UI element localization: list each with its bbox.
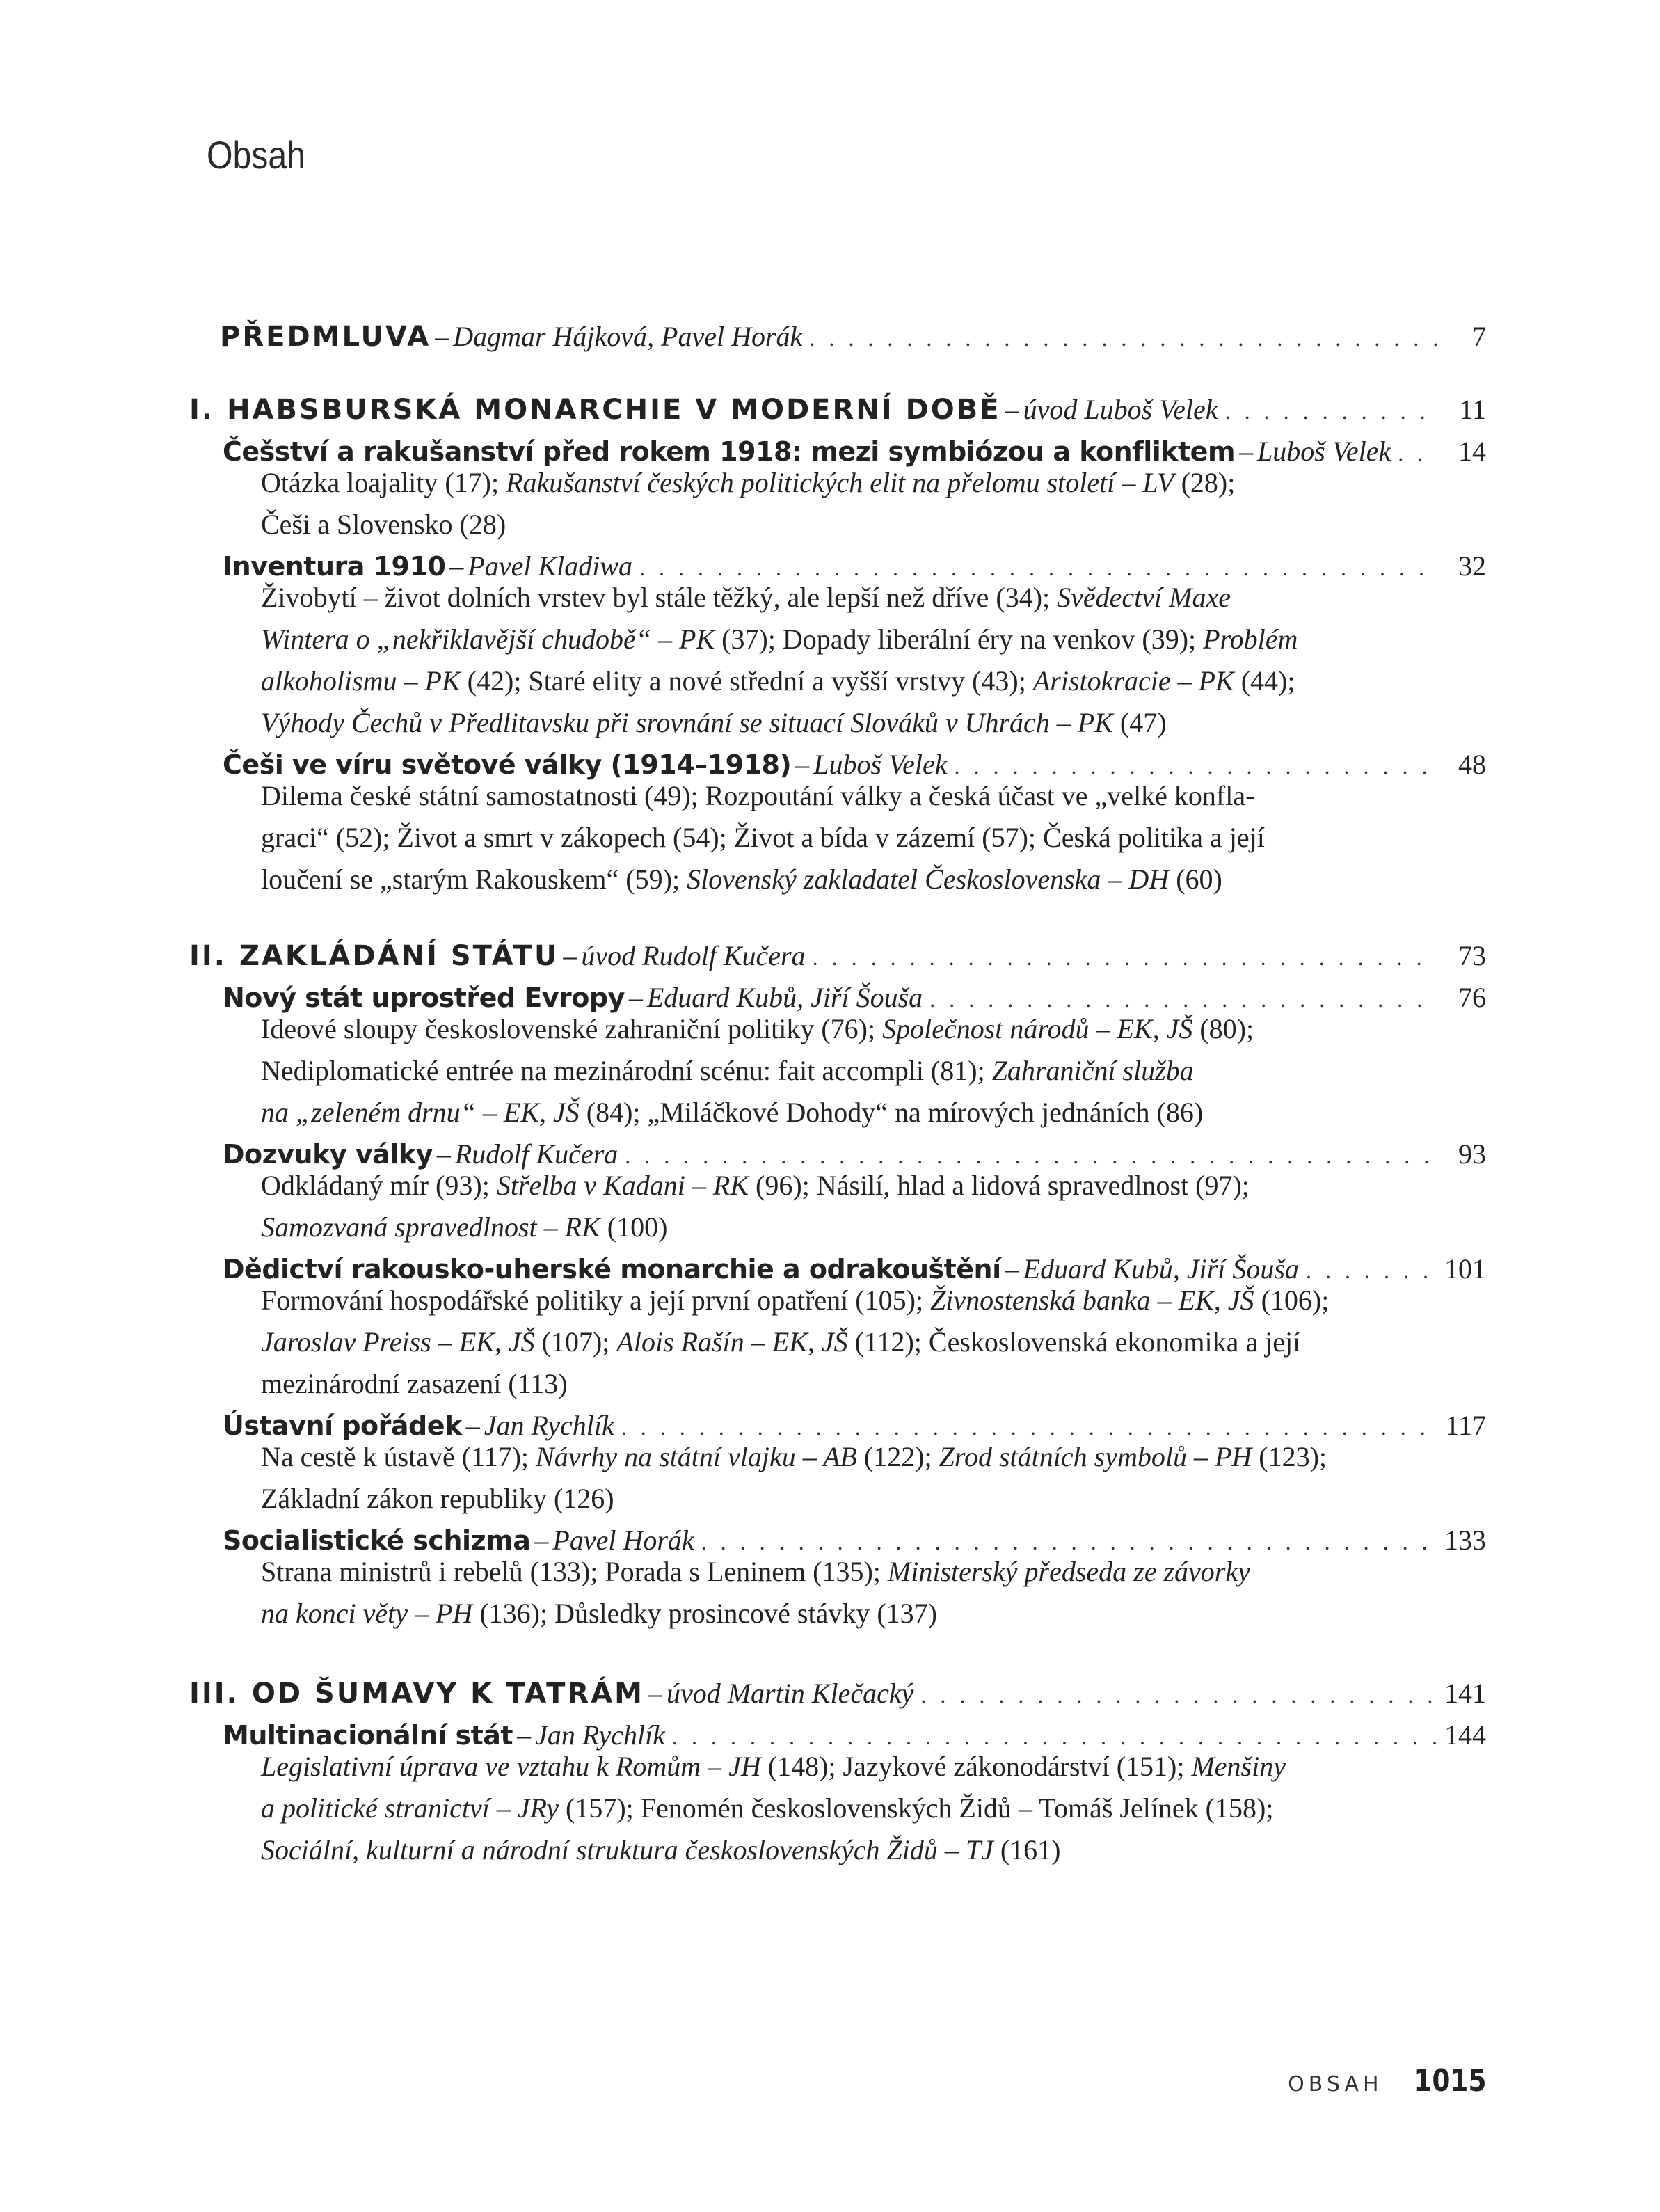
subtopic-italic: Menšiny xyxy=(1191,1751,1286,1782)
subtopic-text: Nediplomatické entrée na mezinárodní scénu: fait accompli (81); xyxy=(261,1055,992,1086)
dash: – xyxy=(435,321,449,352)
subtopic-text: (42); Staré elity a nové střední a vyšší vrstvy (43); xyxy=(460,665,1033,697)
chapter-subtopics-line xyxy=(261,1367,568,1400)
subtopic-italic: Ministerský předseda ze závorky xyxy=(887,1556,1250,1587)
chapter-subtopics-line xyxy=(261,1326,1300,1358)
dash: – xyxy=(465,1410,480,1441)
chapter-author: Pavel Horák xyxy=(552,1525,694,1556)
subtopic-text: Dilema české státní samostatnosti (49); Rozpoutání války a česká účast ve „velké konfla- xyxy=(261,780,1255,811)
chapter-title: Dozvuky války xyxy=(223,1139,433,1170)
chapter-title: Multinacionální stát xyxy=(223,1720,513,1751)
chapter-page: 144 xyxy=(1444,1719,1486,1751)
dot-leader xyxy=(639,555,1437,581)
section-author: úvod Rudolf Kučera xyxy=(581,940,806,971)
subtopic-text: (80); xyxy=(1192,1013,1254,1044)
section-page: 141 xyxy=(1444,1678,1486,1709)
running-footer-label: OBSAH xyxy=(1288,2072,1383,2096)
subtopic-text: loučení se „starým Rakouskem“ (59); xyxy=(261,864,687,895)
subtopic-italic: Návrhy na státní vlajku – AB xyxy=(536,1441,857,1472)
chapter-title: Nový stát uprostřed Evropy xyxy=(223,982,625,1013)
chapter-page: 93 xyxy=(1458,1138,1486,1170)
section-page: 11 xyxy=(1459,394,1486,425)
dot-leader xyxy=(809,326,1437,351)
subtopic-text: Základní zákon republiky (126) xyxy=(261,1483,614,1514)
chapter-author: Jan Rychlík xyxy=(535,1719,666,1751)
dash: – xyxy=(563,940,577,971)
subtopic-text: Odkládaný mír (93); xyxy=(261,1170,497,1201)
chapter-title: Dědictví rakousko-uherské monarchie a odrakouštění xyxy=(223,1254,1001,1284)
subtopic-text: (106); xyxy=(1254,1284,1330,1316)
toc-chapter[interactable] xyxy=(223,1252,1486,1285)
subtopic-italic: Zrod státních symbolů – PH xyxy=(939,1441,1252,1472)
subtopic-text: (60) xyxy=(1169,864,1222,895)
toc-chapter[interactable] xyxy=(223,748,1486,781)
chapter-subtopics-line xyxy=(261,1096,1203,1129)
dash: – xyxy=(628,982,643,1013)
subtopic-text: (161) xyxy=(993,1834,1061,1865)
chapter-page: 117 xyxy=(1445,1410,1486,1441)
section-author: úvod Luboš Velek xyxy=(1023,394,1218,425)
section-title: ZAKLÁDÁNÍ STÁTU xyxy=(239,940,559,972)
subtopic-text: graci“ (52); Život a smrt v zákopech (54); Život a bída v zázemí (57); Česká politika a její xyxy=(261,822,1265,853)
toc-chapter[interactable] xyxy=(223,1409,1486,1442)
subtopic-italic: Sociální, kulturní a národní struktura československých Židů – TJ xyxy=(261,1834,993,1865)
subtopic-text: Otázka loajality (17); xyxy=(261,467,506,498)
subtopic-text: (112); Československá ekonomika a její xyxy=(847,1326,1301,1358)
subtopic-italic: Výhody Čechů v Předlitavsku při srovnání se situací Slováků v Uhrách – PK xyxy=(261,707,1113,738)
chapter-subtopics-line xyxy=(261,706,1167,739)
entry-title: PŘEDMLUVA xyxy=(220,321,431,353)
section-number: I. xyxy=(189,394,215,426)
dot-leader xyxy=(1225,399,1437,424)
subtopic-text: (148); Jazykové zákonodárství (151); xyxy=(760,1751,1192,1782)
chapter-subtopics-line xyxy=(261,665,1295,697)
subtopic-italic: alkoholismu – PK xyxy=(261,665,461,697)
chapter-subtopics-line xyxy=(261,1169,1250,1202)
subtopic-italic: Wintera o „nekřiklavější chudobě“ – PK xyxy=(261,623,715,655)
chapter-subtopics-line xyxy=(261,1597,937,1630)
dot-leader xyxy=(672,1724,1437,1750)
chapter-subtopics-line xyxy=(261,1284,1329,1316)
chapter-subtopics-line xyxy=(261,1211,667,1243)
chapter-title: Socialistické schizma xyxy=(223,1525,531,1556)
chapter-subtopics-line xyxy=(261,1012,1254,1045)
entry-author: Dagmar Hájková, Pavel Horák xyxy=(453,321,803,352)
chapter-subtopics-line xyxy=(261,623,1298,655)
dot-leader xyxy=(621,1415,1437,1440)
subtopic-text: (44); xyxy=(1234,665,1295,697)
dash: – xyxy=(1005,1253,1019,1284)
section-title: OD ŠUMAVY K TATRÁM xyxy=(251,1678,644,1710)
chapter-title: Inventura 1910 xyxy=(223,551,446,582)
subtopic-text: (28); xyxy=(1174,467,1236,498)
subtopic-text: (37); Dopady liberální éry na venkov (39); xyxy=(715,623,1204,655)
dot-leader xyxy=(701,1529,1437,1555)
dash: – xyxy=(1239,436,1254,467)
subtopic-text: (123); xyxy=(1252,1441,1327,1472)
chapter-subtopics-line xyxy=(261,863,1222,896)
toc-chapter[interactable] xyxy=(223,1138,1486,1170)
subtopic-italic: a politické stranictví – JRy xyxy=(261,1792,559,1824)
chapter-subtopics-line xyxy=(261,508,506,541)
page-number: 1015 xyxy=(1413,2063,1486,2099)
dot-leader xyxy=(920,1682,1437,1708)
chapter-page: 133 xyxy=(1444,1525,1486,1556)
dot-leader xyxy=(954,754,1437,779)
chapter-page: 101 xyxy=(1444,1253,1486,1284)
subtopic-text: Formování hospodářské politiky a její první opatření (105); xyxy=(261,1284,931,1316)
section-author: úvod Martin Klečacký xyxy=(666,1678,914,1709)
subtopic-italic: Společnost národů – EK, JŠ xyxy=(882,1013,1193,1044)
toc-section-2[interactable] xyxy=(189,939,1486,972)
chapter-subtopics-line xyxy=(261,1054,1194,1087)
dash: – xyxy=(436,1138,451,1170)
dash: – xyxy=(534,1525,549,1556)
dot-leader xyxy=(1398,440,1437,466)
chapter-page: 76 xyxy=(1458,982,1486,1013)
subtopic-italic: Jaroslav Preiss – EK, JŠ xyxy=(261,1326,535,1358)
subtopic-text: Živobytí – život dolních vrstev byl stále těžký, ale lepší než dříve (34); xyxy=(261,582,1058,613)
chapter-page: 32 xyxy=(1458,550,1486,582)
subtopic-italic: na „zeleném drnu“ – EK, JŠ xyxy=(261,1097,580,1128)
subtopic-italic: Slovenský zakladatel Československa – DH xyxy=(687,864,1170,895)
toc-chapter[interactable] xyxy=(223,1719,1486,1751)
subtopic-italic: Samozvaná spravedlnost – RK xyxy=(261,1211,600,1243)
subtopic-italic: Problém xyxy=(1203,623,1298,655)
toc-section-3[interactable] xyxy=(189,1677,1486,1710)
chapter-author: Eduard Kubů, Jiří Šouša xyxy=(646,982,923,1013)
toc-chapter[interactable] xyxy=(223,1524,1486,1557)
dot-leader xyxy=(1306,1258,1437,1284)
chapter-title: Češi ve víru světové války (1914–1918) xyxy=(223,749,792,780)
subtopic-italic: Alois Rašín – EK, JŠ xyxy=(616,1326,848,1358)
chapter-page: 48 xyxy=(1458,749,1486,780)
chapter-author: Rudolf Kučera xyxy=(454,1138,618,1170)
dot-leader xyxy=(929,987,1437,1012)
subtopic-text: (84); „Miláčkové Dohody“ na mírových jednáních (86) xyxy=(579,1097,1204,1128)
chapter-subtopics-line xyxy=(261,1750,1286,1783)
toc-section-1[interactable] xyxy=(189,393,1486,426)
toc-chapter[interactable] xyxy=(223,981,1486,1014)
subtopic-text: mezinárodní zasazení (113) xyxy=(261,1368,568,1399)
dash: – xyxy=(449,550,464,582)
chapter-subtopics-line xyxy=(261,1555,1250,1588)
chapter-title: Ústavní pořádek xyxy=(223,1410,462,1441)
subtopic-text: (96); Násilí, hlad a lidová spravedlnost (97); xyxy=(749,1170,1250,1201)
dash: – xyxy=(648,1678,662,1709)
subtopic-italic: Střelba v Kadani – RK xyxy=(496,1170,749,1201)
chapter-author: Pavel Kladiwa xyxy=(468,550,633,582)
dot-leader xyxy=(625,1143,1437,1169)
subtopic-text: Češi a Slovensko (28) xyxy=(261,509,506,540)
section-page: 73 xyxy=(1458,940,1486,971)
page-title: Obsah xyxy=(207,133,305,177)
page-footer xyxy=(1288,2063,1486,2099)
chapter-author: Jan Rychlík xyxy=(484,1410,614,1441)
subtopic-text: (136); Důsledky prosincové stávky (137) xyxy=(472,1598,937,1629)
subtopic-text: Ideové sloupy československé zahraniční politiky (76); xyxy=(261,1013,883,1044)
chapter-subtopics-line xyxy=(261,466,1235,499)
subtopic-text: Na cestě k ústavě (117); xyxy=(261,1441,536,1472)
subtopic-text: (100) xyxy=(600,1211,668,1243)
section-number: II. xyxy=(189,940,227,972)
section-number: III. xyxy=(189,1678,239,1710)
chapter-subtopics-line xyxy=(261,581,1231,614)
toc-chapter[interactable] xyxy=(223,550,1486,582)
subtopic-italic: na konci věty – PH xyxy=(261,1598,473,1629)
chapter-title: Češství a rakušanství před rokem 1918: mezi symbiózou a konfliktem xyxy=(223,436,1236,467)
subtopic-italic: Svědectví Maxe xyxy=(1057,582,1231,613)
dash: – xyxy=(1005,394,1019,425)
chapter-subtopics-line xyxy=(261,779,1254,812)
entry-page: 7 xyxy=(1472,321,1486,352)
dot-leader xyxy=(813,945,1437,971)
subtopic-italic: Aristokracie – PK xyxy=(1032,665,1234,697)
subtopic-text: (122); xyxy=(856,1441,939,1472)
chapter-subtopics-line xyxy=(261,1833,1060,1866)
chapter-author: Luboš Velek xyxy=(1257,436,1391,467)
dash: – xyxy=(517,1719,532,1751)
subtopic-italic: Zahraniční služba xyxy=(991,1055,1194,1086)
toc-entry-preface[interactable] xyxy=(220,320,1486,353)
chapter-page: 14 xyxy=(1458,436,1486,467)
subtopic-text: Strana ministrů i rebelů (133); Porada s Leninem (135); xyxy=(261,1556,888,1587)
dash: – xyxy=(795,749,810,780)
section-title: HABSBURSKÁ MONARCHIE V MODERNÍ DOBĚ xyxy=(227,394,1001,426)
subtopic-text: (157); Fenomén československých Židů – Tomáš Jelínek (158); xyxy=(559,1792,1274,1824)
chapter-subtopics-line xyxy=(261,1792,1273,1824)
chapter-subtopics-line xyxy=(261,1482,614,1515)
subtopic-text: (47) xyxy=(1112,707,1167,738)
subtopic-italic: Legislativní úprava ve vztahu k Romům – JH xyxy=(261,1751,761,1782)
subtopic-italic: Rakušanství českých politických elit na přelomu století – LV xyxy=(506,467,1174,498)
chapter-subtopics-line xyxy=(261,1440,1327,1473)
subtopic-italic: Živnostenská banka – EK, JŠ xyxy=(930,1284,1254,1316)
chapter-author: Eduard Kubů, Jiří Šouša xyxy=(1023,1253,1299,1284)
toc-chapter[interactable] xyxy=(223,435,1486,468)
chapter-author: Luboš Velek xyxy=(813,749,948,780)
chapter-subtopics-line xyxy=(261,821,1265,854)
subtopic-text: (107); xyxy=(534,1326,617,1358)
